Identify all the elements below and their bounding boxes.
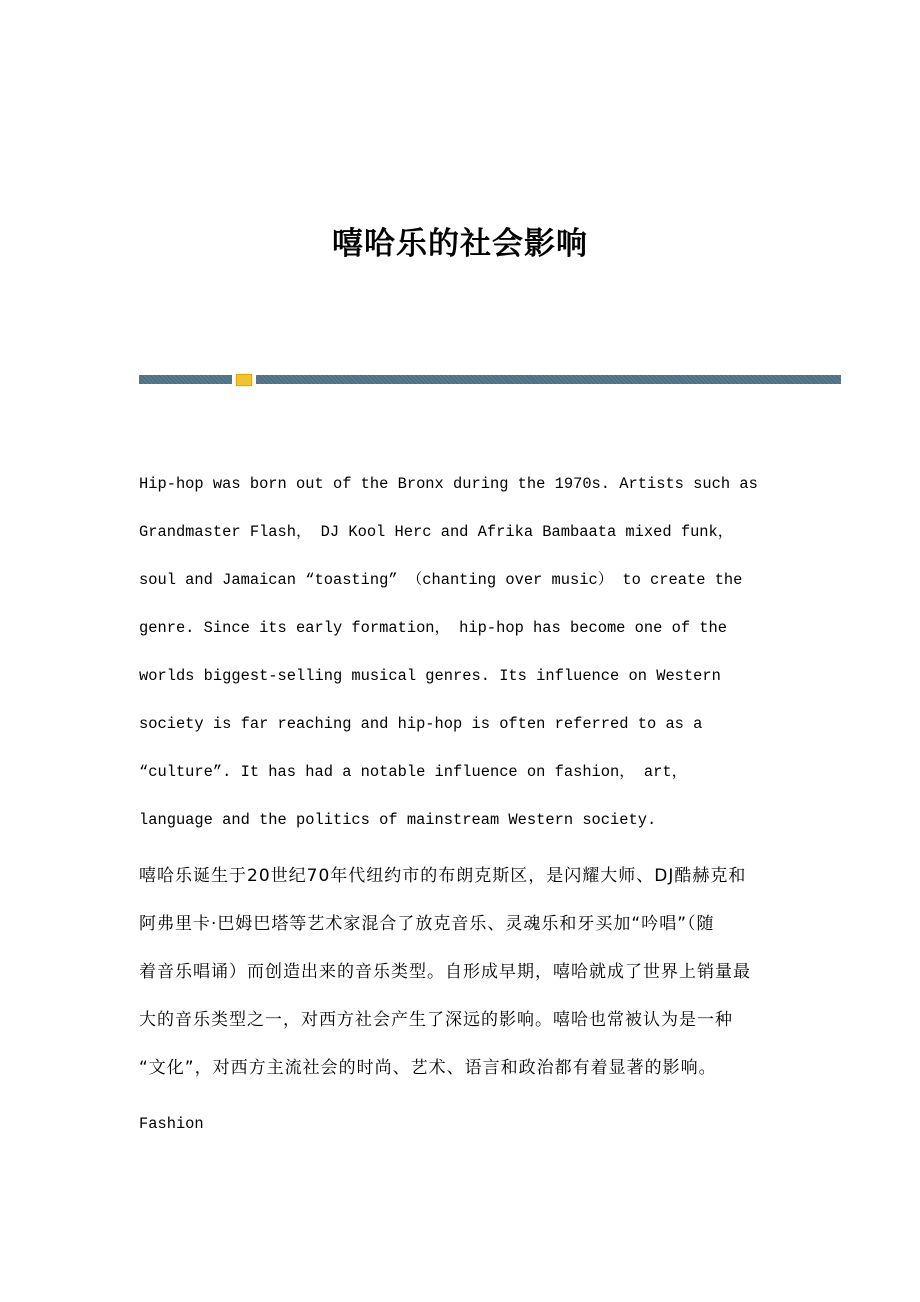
divider-bar-left [139,375,232,384]
text-line: soul and Jamaican “toasting” （chanting over music） to create the [139,571,743,589]
decorative-divider [139,375,841,384]
text-line: “culture”. It has had a notable influence on fashion， art， [139,763,687,781]
text-line: society is far reaching and hip-hop is often referred to as a [139,715,703,733]
text-line: 大的音乐类型之一，对西方社会产生了深远的影响。嘻哈也常被认为是一种 [139,1010,733,1030]
text-line: language and the politics of mainstream Western society. [139,811,657,829]
english-paragraph [139,460,758,844]
text-line: 着音乐唱诵）而创造出来的音乐类型。自形成早期，嘻哈就成了世界上销量最 [139,962,751,982]
text-line: 阿弗里卡·巴姆巴塔等艺术家混合了放克音乐、灵魂乐和牙买加“吟唱”（随 [139,914,715,934]
text-line: worlds biggest-selling musical genres. Its influence on Western [139,667,721,685]
text-line: “文化”，对西方主流社会的时尚、艺术、语言和政治都有着显著的影响。 [139,1058,717,1078]
text-line: Hip-hop was born out of the Bronx during the 1970s. Artists such as [139,475,758,493]
gem-icon [236,374,252,386]
text-line: 嘻哈乐诞生于20世纪70年代纽约市的布朗克斯区，是闪耀大师、DJ酷赫克和 [139,866,747,886]
document-title: 嘻哈乐的社会影响 [332,226,588,262]
section-heading: Fashion [139,1115,204,1133]
divider-bar-right [256,375,841,384]
text-line: Grandmaster Flash， DJ Kool Herc and Afrika Bambaata mixed funk， [139,523,734,541]
chinese-paragraph [139,852,751,1092]
text-line: genre. Since its early formation， hip-hop has become one of the [139,619,728,637]
